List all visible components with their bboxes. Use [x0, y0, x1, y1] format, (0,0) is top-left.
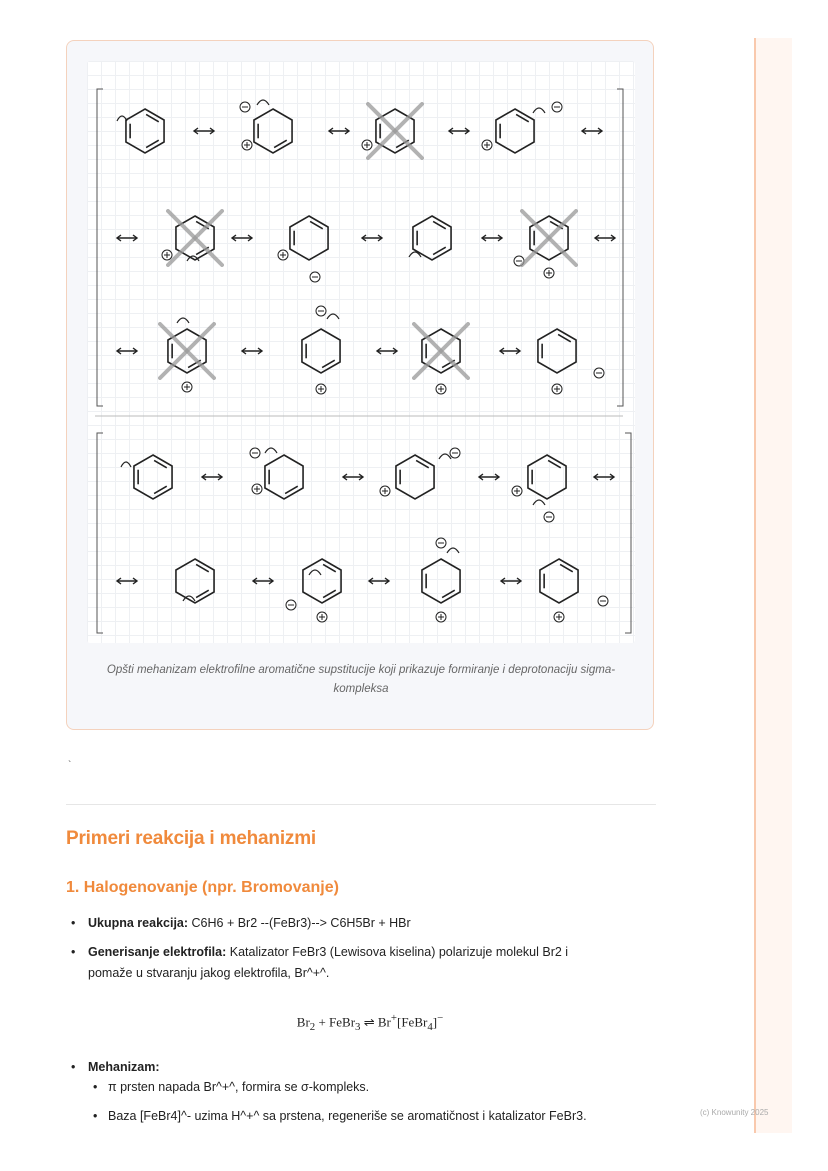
- bullet-label: Ukupna reakcija:: [88, 916, 189, 930]
- watermark: (c) Knowunity 2025: [700, 1108, 769, 1117]
- ring: [126, 109, 164, 153]
- bracket: [97, 89, 103, 406]
- ring: [422, 559, 460, 603]
- bullet-dot: •: [93, 1109, 98, 1123]
- section-divider: [66, 804, 656, 805]
- sub-bullet-base-deprotonation: [93, 1106, 587, 1127]
- sub-bullet-pi-attack: [93, 1077, 370, 1098]
- bullet-label: Generisanje elektrofila:: [88, 945, 227, 959]
- bullet-label: Mehanizam:: [88, 1060, 160, 1074]
- ring: [396, 455, 434, 499]
- electron-arrow: [177, 318, 189, 323]
- bullet-dot: •: [71, 1060, 76, 1074]
- bracket: [625, 433, 631, 633]
- ring: [496, 109, 534, 153]
- electron-arrow: [327, 314, 339, 319]
- electron-arrow: [309, 570, 321, 575]
- ring: [538, 329, 576, 373]
- ring: [302, 329, 340, 373]
- bullet-electrophile: [71, 942, 648, 984]
- ring: [176, 559, 214, 603]
- ring: [540, 559, 578, 603]
- catalyst-equation: $Br_2$ + FeBr$_3$ ⇌ Br+[FeBr$_4$]−: [296, 1012, 444, 1033]
- bullet-text-line2: pomaže u stvaranju jakog elektrofila, Br^+^.: [88, 966, 330, 980]
- electron-arrow: [121, 462, 131, 467]
- bracket: [617, 89, 623, 406]
- ring: [290, 216, 328, 260]
- bullet-dot: •: [71, 916, 76, 930]
- section-title: Primeri reakcija i mehanizmi: [66, 828, 316, 849]
- ring: [254, 109, 292, 153]
- stray-mark: `: [68, 760, 72, 771]
- sub-bullet-text: π prsten napada Br^+^, formira se σ-kompleks.: [108, 1080, 370, 1094]
- bullet-overall-reaction: [71, 913, 411, 934]
- bracket: [97, 433, 103, 633]
- sub-bullet-text: Baza [FeBr4]^- uzima H^+^ sa prstena, regeneriše se aromatičnost i katalizator FeBr3.: [108, 1109, 587, 1123]
- bullet-text: C6H6 + Br2 --(FeBr3)--> C6H5Br + HBr: [188, 916, 411, 930]
- electron-arrow: [257, 100, 269, 105]
- bullet-mechanism: [71, 1057, 160, 1078]
- resonance-structures-drawing: [87, 61, 635, 643]
- ring: [134, 455, 172, 499]
- electron-arrow: [439, 454, 451, 459]
- electron-arrow: [533, 108, 545, 113]
- ring: [265, 455, 303, 499]
- electron-arrow: [447, 548, 459, 553]
- section-subtitle: 1. Halogenovanje (npr. Bromovanje): [66, 879, 339, 896]
- bullet-dot: •: [93, 1080, 98, 1094]
- figure-caption: Opšti mehanizam elektrofilne aromatične supstitucije koji prikazuje formiranje i deprotonaciju sigma-kompleksa: [106, 664, 616, 695]
- ring: [303, 559, 341, 603]
- right-margin-strip: [754, 38, 792, 1133]
- bullet-text: Katalizator FeBr3 (Lewisova kiselina) polarizuje molekul Br2 i: [226, 945, 569, 959]
- electron-arrow: [265, 448, 277, 453]
- electron-arrow: [533, 500, 545, 505]
- mechanism-figure: [87, 61, 635, 643]
- figure-card: [66, 40, 654, 730]
- bullet-dot: •: [71, 945, 76, 959]
- ring: [528, 455, 566, 499]
